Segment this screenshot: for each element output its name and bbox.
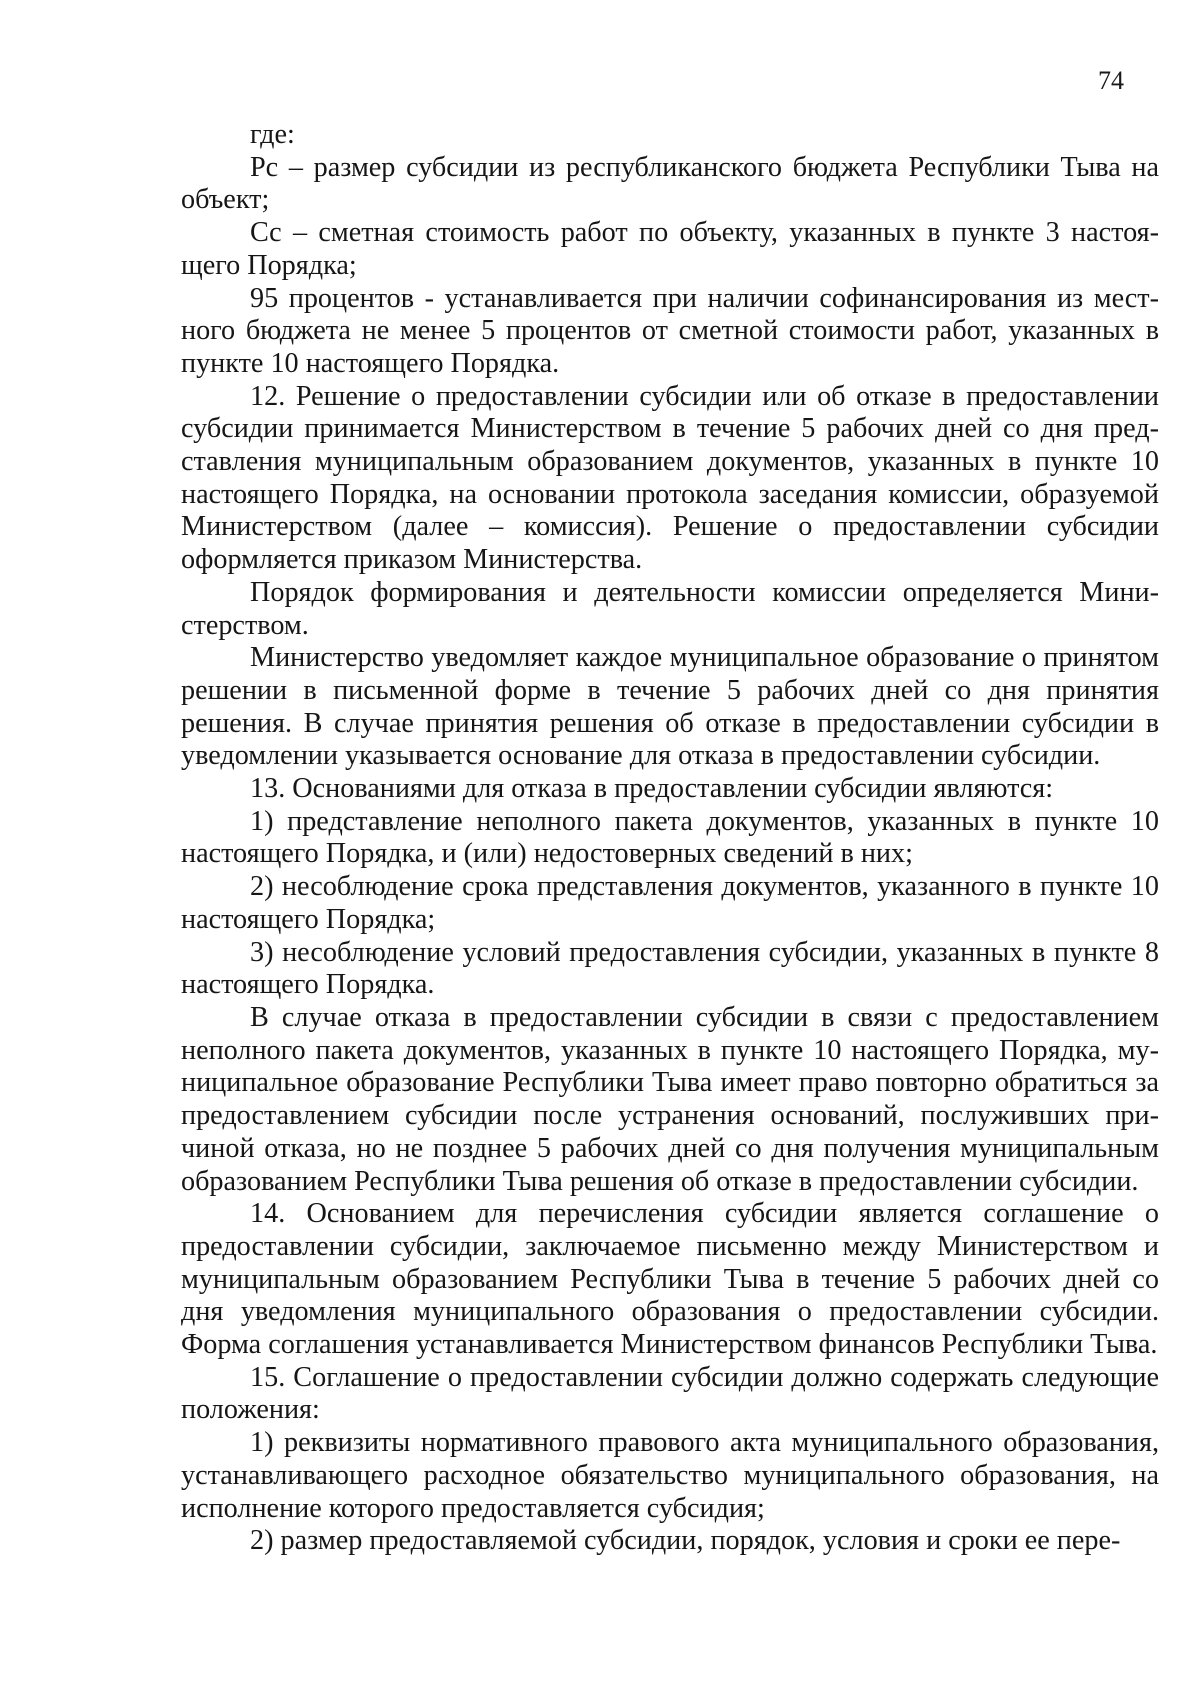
- document-body: [181, 119, 1159, 1558]
- paragraph-item-14: 14. Основанием для перечисления субсидии является соглашение о предоставлении субсидии, заключаемое письменно между Министерством и муниципальным образованием Республики Тыва в течение 5 рабочих дней со дня уведомления муниципального образования о предоставлении субсидии. Форма соглашения устанавливается Министерством финансов Республики Тыва.: [181, 1198, 1159, 1361]
- paragraph-ss-definition: Сс – сметная стоимость работ по объекту, указанных в пункте 3 настоящего Порядка;: [181, 217, 1159, 281]
- list-item-13-3: 3) несоблюдение условий предоставления субсидии, указанных в пункте 8 настоящего Порядка.: [181, 936, 1159, 1001]
- paragraph-item-12: 12. Решение о предоставлении субсидии или об отказе в предоставлении субсидии принимается Министерством в течение 5 рабочих дней со дня представления муниципальным образованием документов, указанных в пункте 10 настоящего Порядка, на основании протокола заседания комиссии, образуемой Министерством (далее – комиссия). Решение о предоставлении субсидии оформляется приказом Министерства.: [181, 380, 1159, 576]
- paragraph-rs-definition: Рс – размер субсидии из республиканского бюджета Республики Тыва на объект;: [181, 151, 1159, 216]
- list-item-15-1: 1) реквизиты нормативного правового акта муниципального образования, устанавливающего расходное обязательство муниципального образования, на исполнение которого предоставляется субсидия;: [181, 1427, 1159, 1524]
- paragraph-ministry-notification: Министерство уведомляет каждое муниципальное образование о принятом решении в письменной форме в течение 5 рабочих дней со дня принятия решения. В случае принятия решения об отказе в предоставлении субсидии в уведомлении указывается основание для отказа в предоставлении субсидии.: [181, 642, 1159, 772]
- paragraph-item-13: 13. Основаниями для отказа в предоставлении субсидии являются:: [250, 773, 1054, 805]
- paragraph-95-percent: 95 процентов - устанавливается при наличии софинансирования из местного бюджета не менее 5 процентов от сметной стоимости работ, указанных в пункте 10 настоящего Порядка.: [181, 282, 1159, 379]
- list-item-13-1: 1) представление неполного пакета документов, указанных в пункте 10 настоящего Порядка, и (или) недостоверных сведений в них;: [181, 805, 1159, 870]
- list-item-15-2: 2) размер предоставляемой субсидии, порядок, условия и сроки ее пере-: [250, 1525, 1121, 1557]
- paragraph-where: где:: [250, 119, 295, 150]
- paragraph-item-15: 15. Соглашение о предоставлении субсидии должно содержать следующие положения:: [181, 1361, 1159, 1426]
- paragraph-commission-procedure: Порядок формирования и деятельности комиссии определяется Министерством.: [181, 576, 1159, 641]
- page-number: 74: [1098, 66, 1124, 95]
- list-item-13-2: 2) несоблюдение срока представления документов, указанного в пункте 10 настоящего Порядка;: [181, 871, 1159, 935]
- paragraph-refusal-case: В случае отказа в предоставлении субсидии в связи с предоставлением неполного пакета документов, указанных в пункте 10 настоящего Порядка, муниципальное образование Республики Тыва имеет право повторно обратиться за предоставлением субсидии после устранения оснований, послуживших причиной отказа, но не позднее 5 рабочих дней со дня получения муниципальным образованием Республики Тыва решения об отказе в предоставлении субсидии.: [181, 1001, 1159, 1197]
